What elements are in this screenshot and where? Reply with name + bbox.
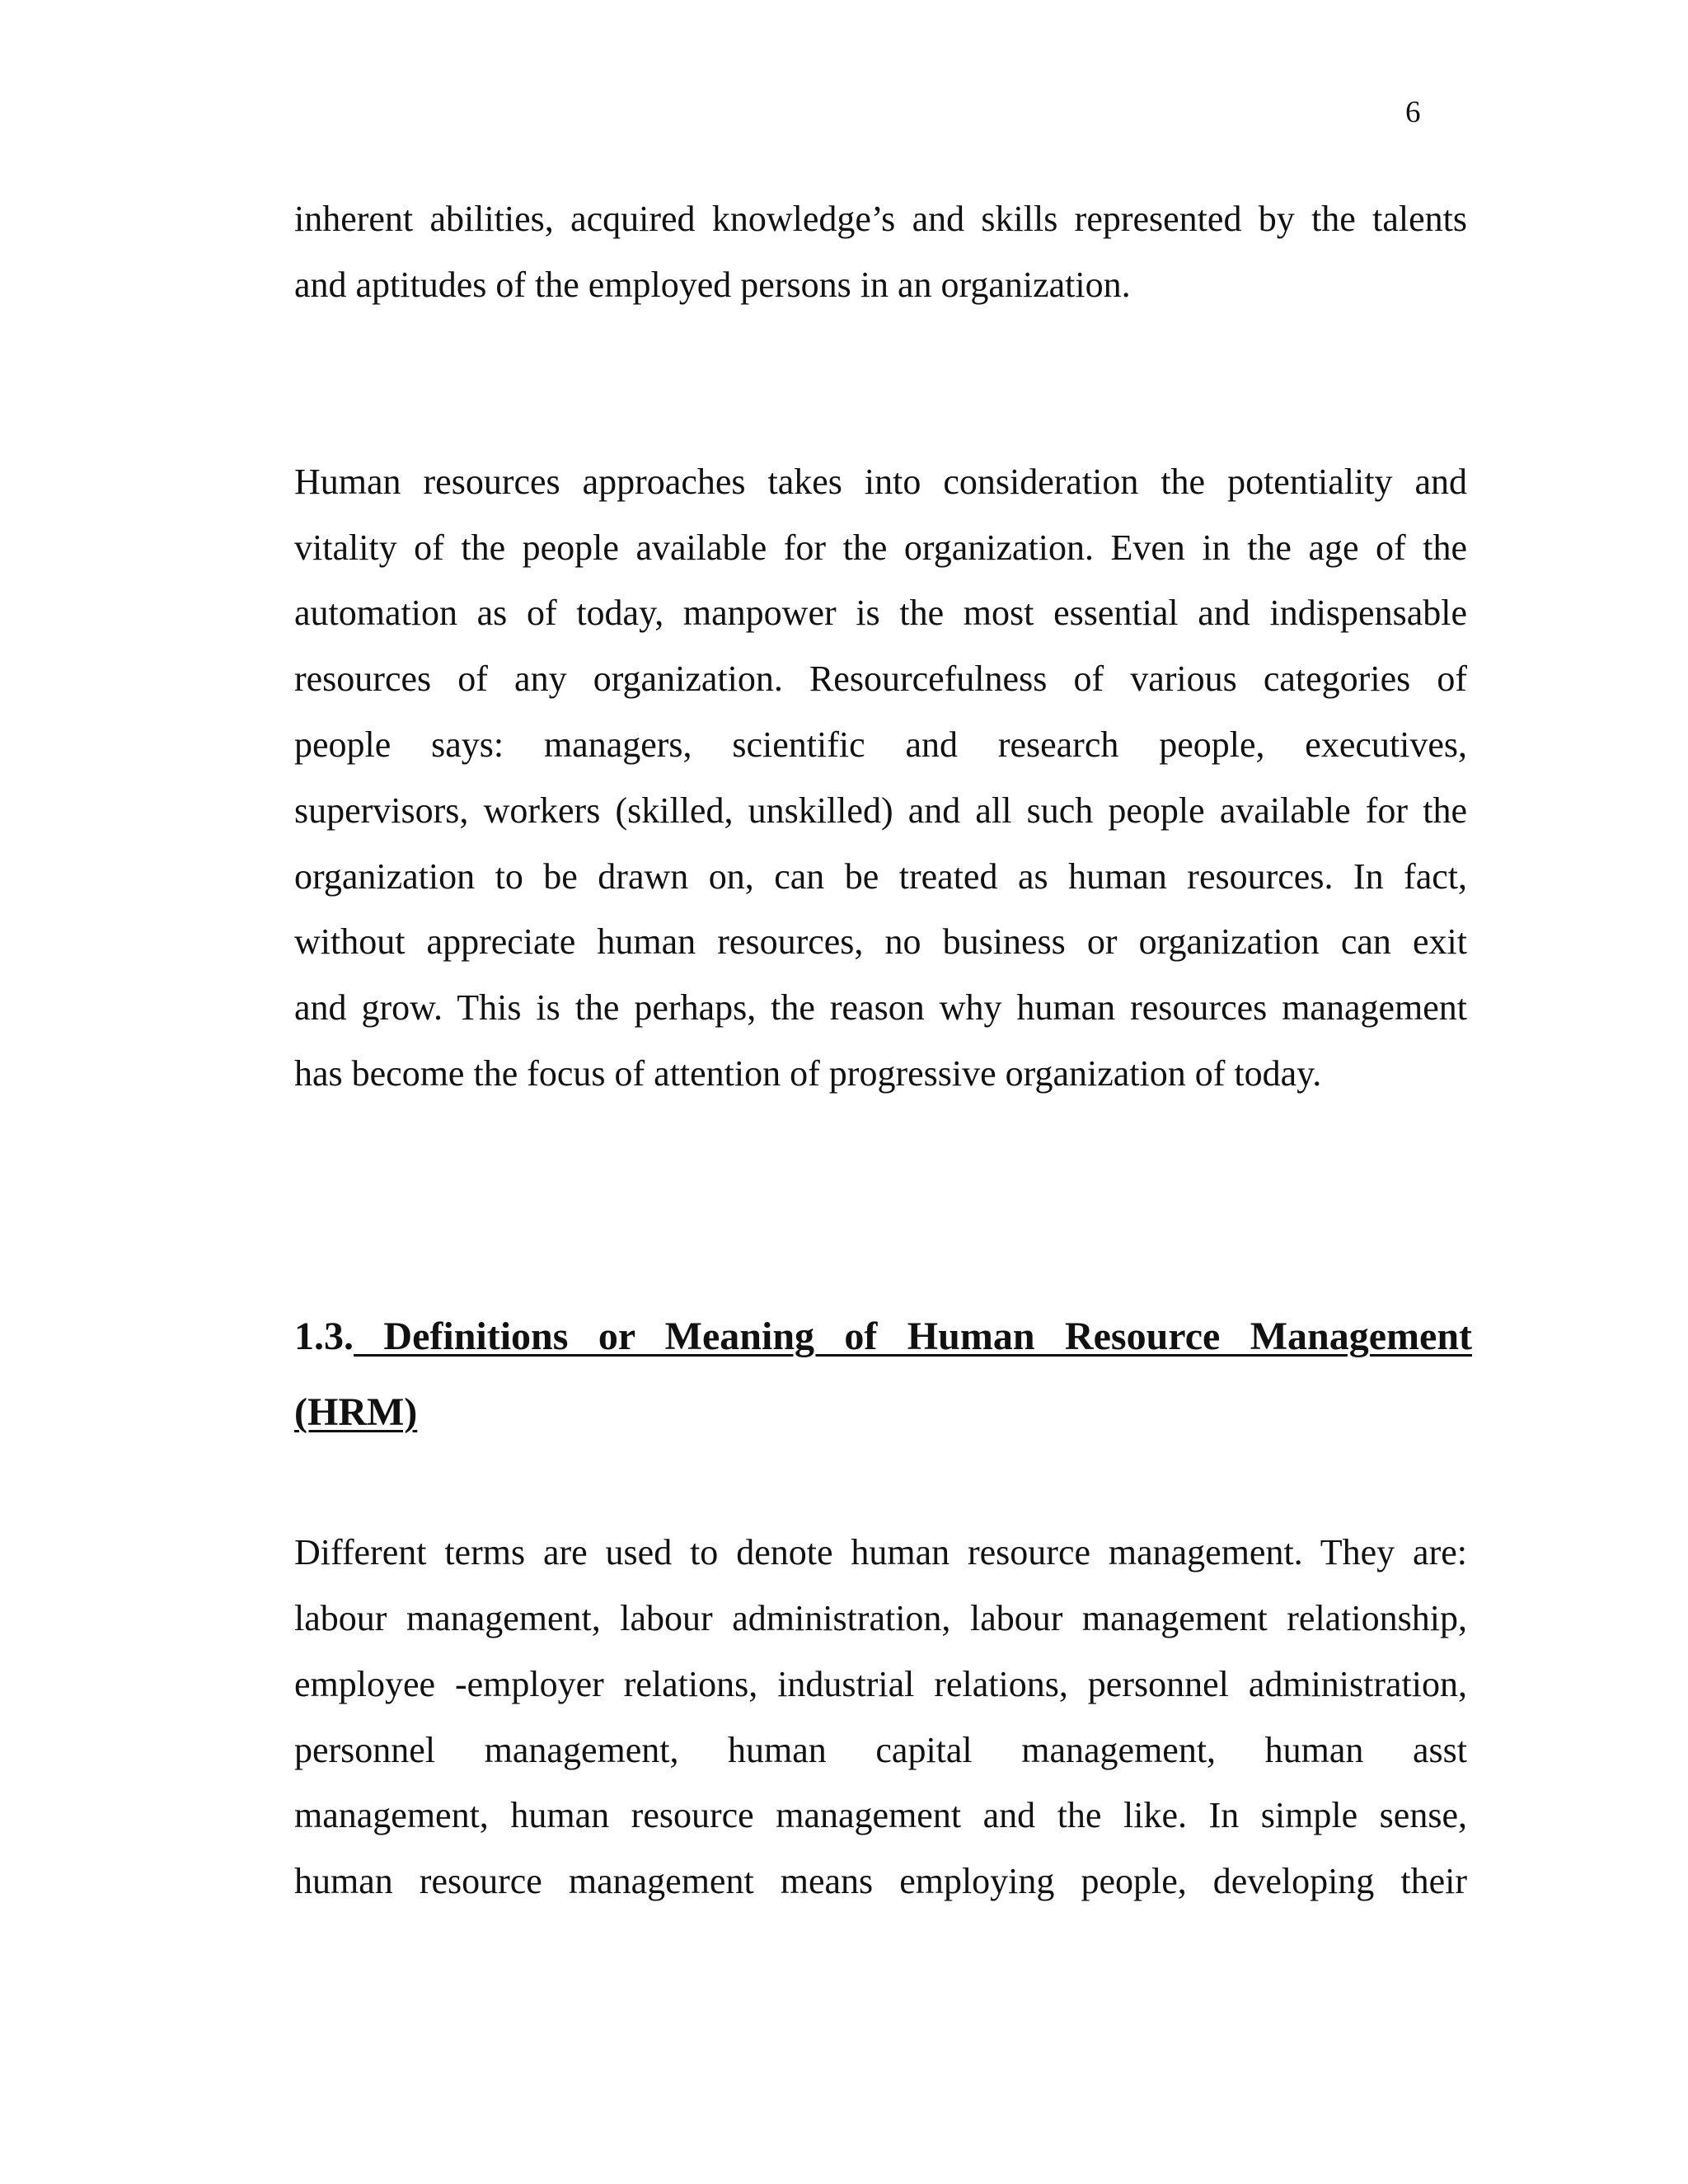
section-title-continuation: (HRM)	[294, 1390, 418, 1434]
paragraph-line: resources of any organization. Resourcefulness of various categories of	[294, 658, 1467, 699]
paragraph-line: automation as of today, manpower is the most essential and indispensable	[294, 593, 1467, 633]
paragraph-line: inherent abilities, acquired knowledge’s and skills represented by the talents	[294, 199, 1467, 239]
paragraph-line: without appreciate human resources, no business or organization can exit	[294, 921, 1467, 962]
paragraph-line: vitality of the people available for the organization. Even in the age of the	[294, 527, 1467, 568]
paragraph-line: management, human resource management and the like. In simple sense,	[294, 1795, 1467, 1835]
section-number: 1.3.	[294, 1315, 354, 1358]
paragraph-line: and grow. This is the perhaps, the reason why human resources management	[294, 987, 1467, 1028]
paragraph-line: organization to be drawn on, can be treated as human resources. In fact,	[294, 856, 1467, 897]
section-heading-line	[294, 1317, 1472, 1357]
paragraph-line: human resource management means employing people, developing their	[294, 1861, 1467, 1901]
paragraph-line: labour management, labour administration, labour management relationship,	[294, 1598, 1467, 1638]
paragraph-line: supervisors, workers (skilled, unskilled) and all such people available for the	[294, 790, 1467, 831]
paragraph-line: employee -employer relations, industrial relations, personnel administration,	[294, 1664, 1467, 1704]
paragraph-line: and aptitudes of the employed persons in an organization.	[294, 265, 1131, 305]
paragraph-line: has become the focus of attention of progressive organization of today.	[294, 1053, 1322, 1094]
paragraph-line: Human resources approaches takes into consideration the potentiality and	[294, 462, 1467, 502]
paragraph-line: people says: managers, scientific and research people, executives,	[294, 724, 1467, 765]
page-number: 6	[1405, 96, 1421, 129]
paragraph-line: personnel management, human capital management, human asst	[294, 1730, 1467, 1770]
section-heading-line	[294, 1390, 418, 1434]
section-title: Definitions or Meaning of Human Resource Management	[354, 1315, 1472, 1358]
paragraph-line: Different terms are used to denote human resource management. They are:	[294, 1532, 1467, 1572]
